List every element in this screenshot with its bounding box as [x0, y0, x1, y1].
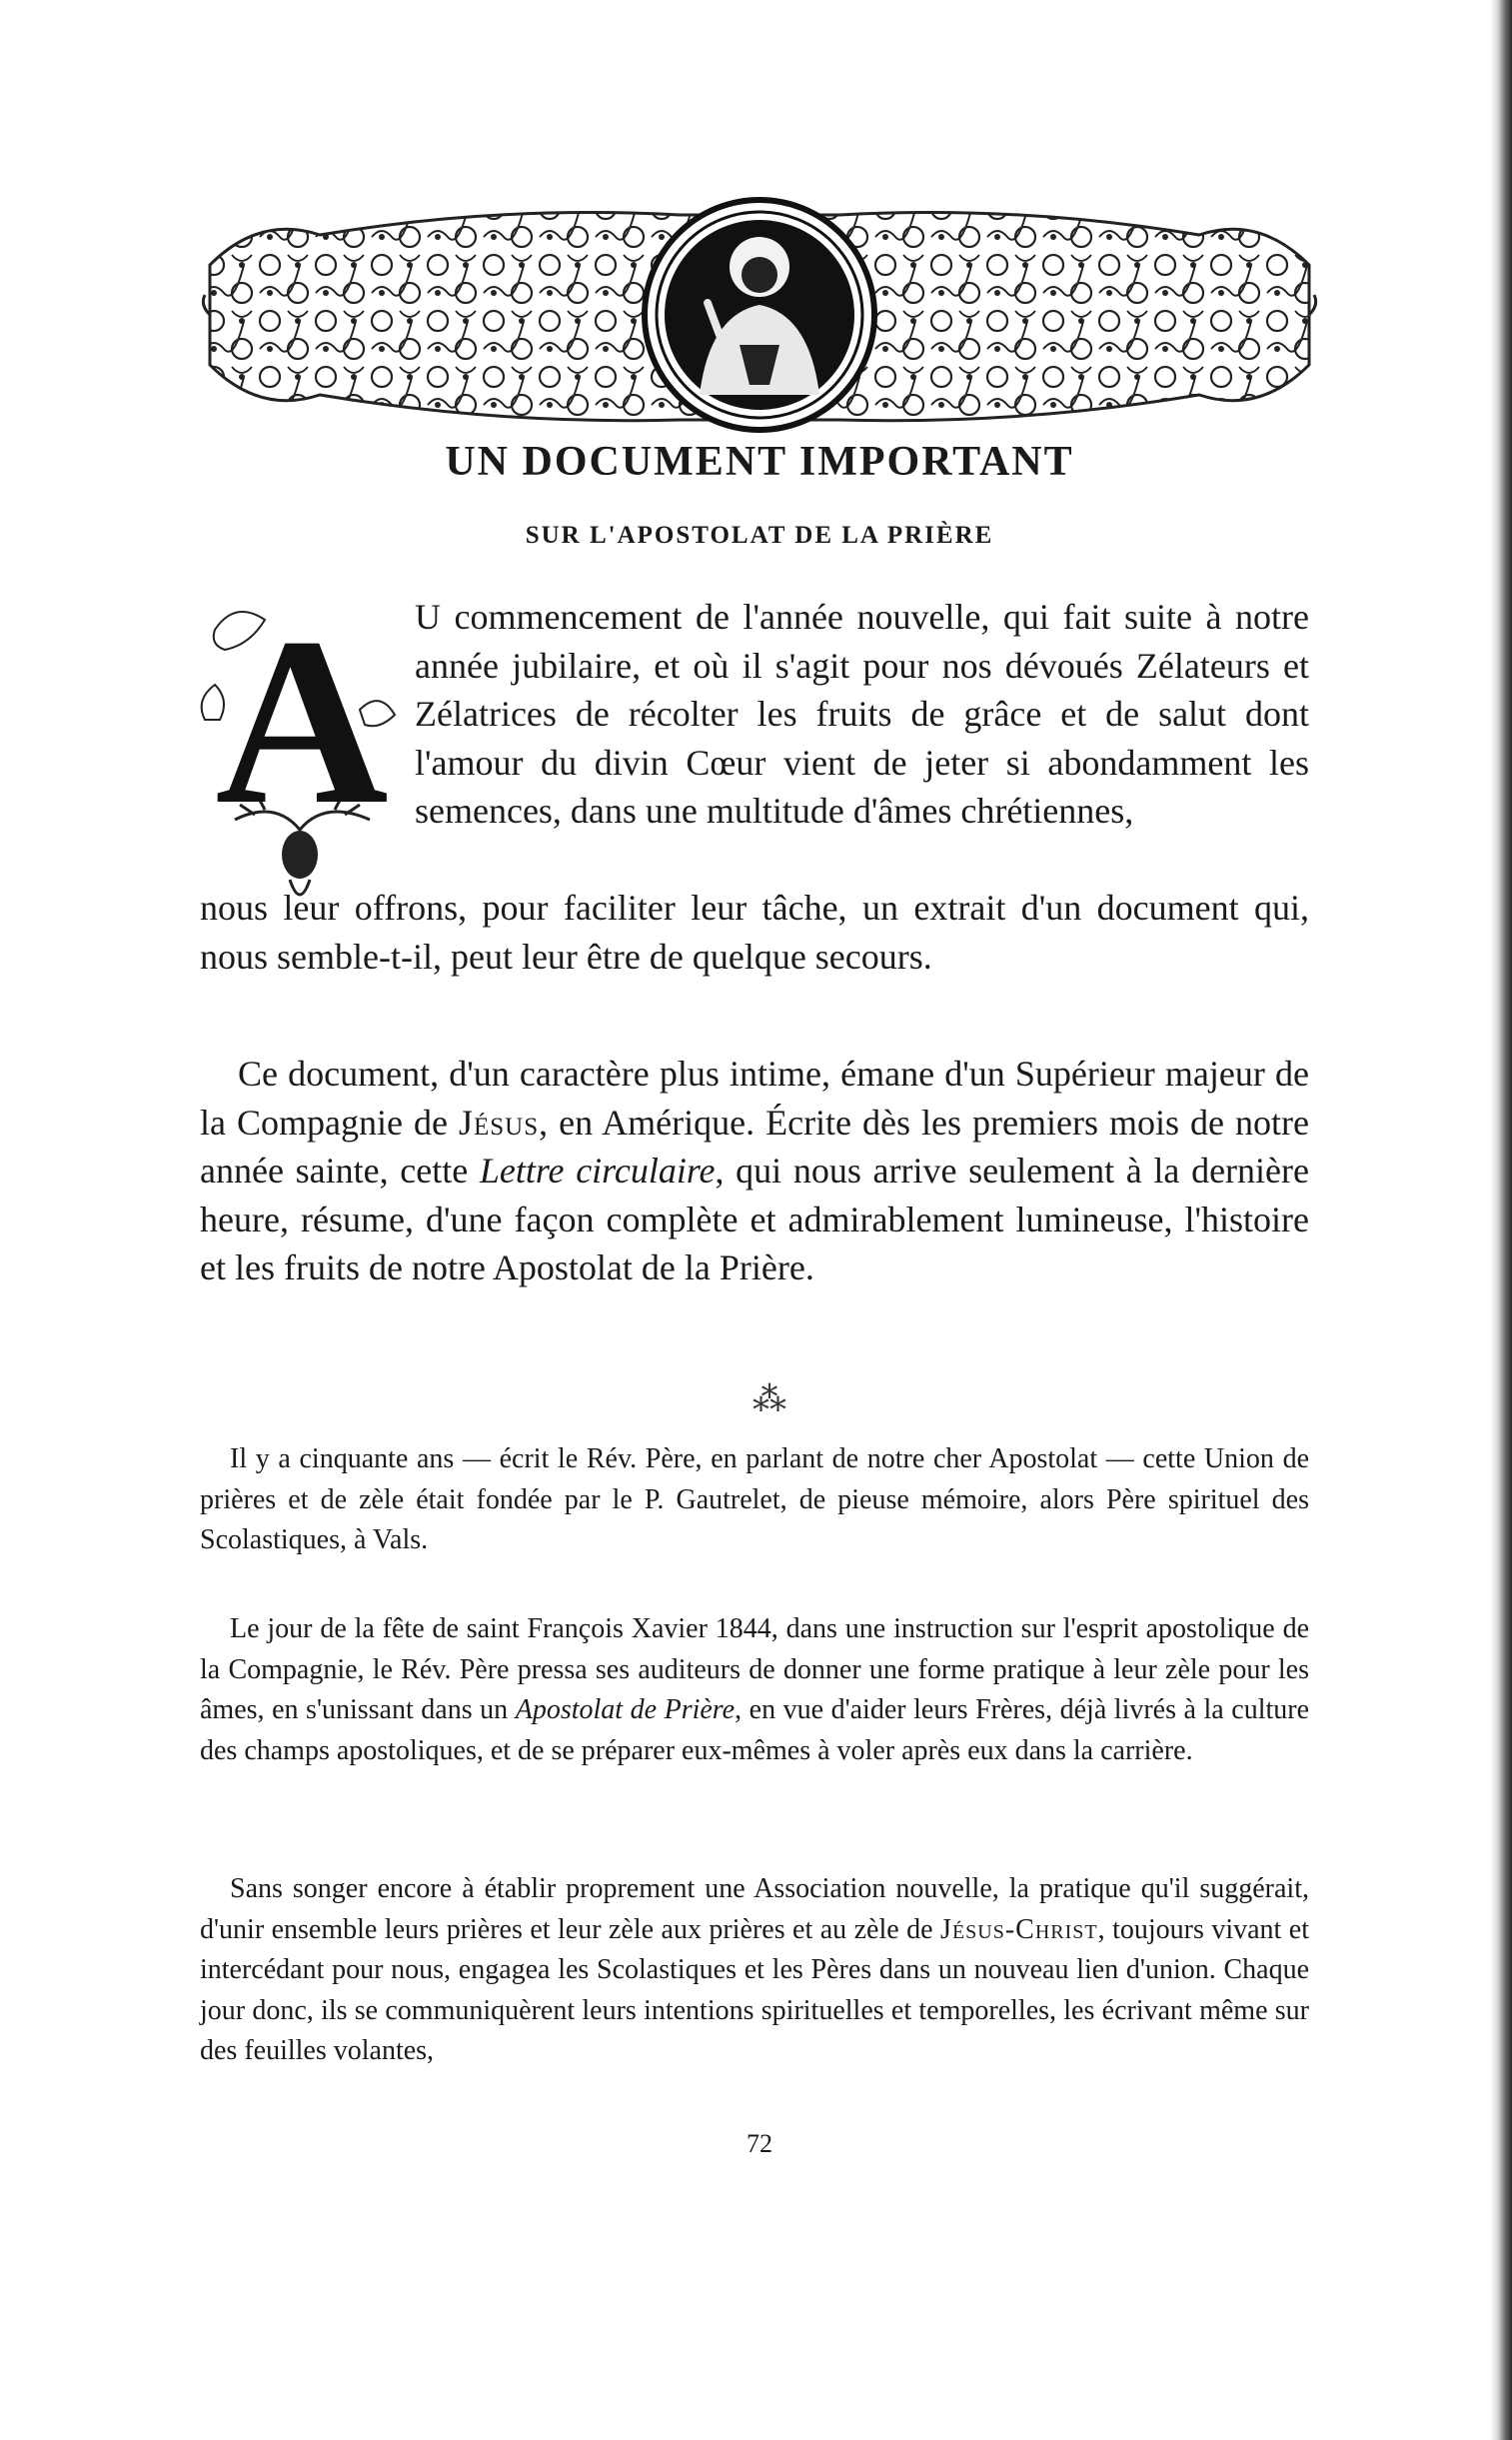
apostolat-de-priere-italic: Apostolat de Prière [515, 1694, 736, 1725]
intro-paragraph-continuation: nous leur offrons, pour faciliter leur tâche, un extrait d'un document qui, nous semble-t-il, peut leur être de quelque secours. [200, 888, 1309, 977]
section-break-asterism [740, 1379, 799, 1419]
second-paragraph-text-c: , qui nous arrive seulement à la dernière heure, résume, d'une façon complète et admirablement lumineuse, l'histoire et les fruits de notre Apostolat de la Prière. [200, 1151, 1309, 1287]
letter-paragraph-3-text-b: , toujours vivant et intercédant pour nous, engagea les Scolastiques et les Pères dans un nouveau lien d'union. Chaque jour donc, ils se communiquèrent leurs intentions spirituelles et temporelles, les écrivant même sur des feuilles volantes, [200, 1913, 1309, 2066]
header-ornament [200, 195, 1319, 435]
page-binding-edge [1490, 0, 1512, 2440]
second-paragraph [200, 1050, 1309, 1292]
letter-paragraph-3-text-a: Sans songer encore à établir proprement une Association nouvelle, la pratique qu'il suggérait, d'unir ensemble leurs prières et leur zèle aux prières et au zèle de [200, 1873, 1309, 1945]
asterism-glyph: ⁂ [753, 1379, 786, 1419]
letter-paragraph-1: Il y a cinquante ans — écrit le Rév. Père, en parlant de notre cher Apostolat — cette Union de prières et de zèle était fondée par le P. Gautrelet, de pieuse mémoire, alors Père spirituel des Scolastiques, à Vals. [200, 1443, 1309, 1555]
letter-paragraph-2-text-a: Le jour de la fête de saint François Xavier 1844, dans une instruction sur l'esprit apostolique de la Compagnie, le Rév. Père pressa ses auditeurs de donner une forme pratique à leur zèle pour les âmes, en s'unissant dans un [200, 1613, 1309, 1725]
second-paragraph-text-b: , en Amérique. Écrite dès les premiers mois de notre année sainte, cette [200, 1102, 1309, 1191]
page-title: UN DOCUMENT IMPORTANT [445, 439, 1074, 485]
letter-paragraph-2-text-b: , en vue d'aider leurs Frères, déjà livrés à la culture des champs apostoliques, et de se préparer eux-mêmes à voler après eux dans la carrière. [200, 1694, 1310, 1766]
intro-paragraph-beside-dropcap: U commencement de l'année nouvelle, qui fait suite à notre année jubilaire, et où il s'agit pour nos dévoués Zélateurs et Zélatrices de récolter les fruits de grâce et de salut dont l'amour du divin Cœur vient de jeter si abondamment les semences, dans une multitude d'âmes chrétiennes, [415, 597, 1309, 831]
dropcap-letter: A [215, 590, 389, 854]
jesus-smallcaps: Jésus [458, 1102, 540, 1143]
decorated-dropcap [195, 590, 410, 910]
letter-paragraph-2 [200, 1609, 1309, 1771]
lettre-circulaire-italic: Lettre circulaire [479, 1151, 716, 1191]
jesus-christ-smallcaps: Jésus-Christ [940, 1913, 1098, 1945]
page-subtitle: SUR L'APOSTOLAT DE LA PRIÈRE [525, 522, 994, 549]
second-paragraph-text-a: Ce document, d'un caractère plus intime, émane d'un Supérieur majeur de la Compagnie de [200, 1054, 1309, 1143]
page-number: 72 [747, 2129, 772, 2158]
letter-paragraph-3 [200, 1869, 1309, 2072]
